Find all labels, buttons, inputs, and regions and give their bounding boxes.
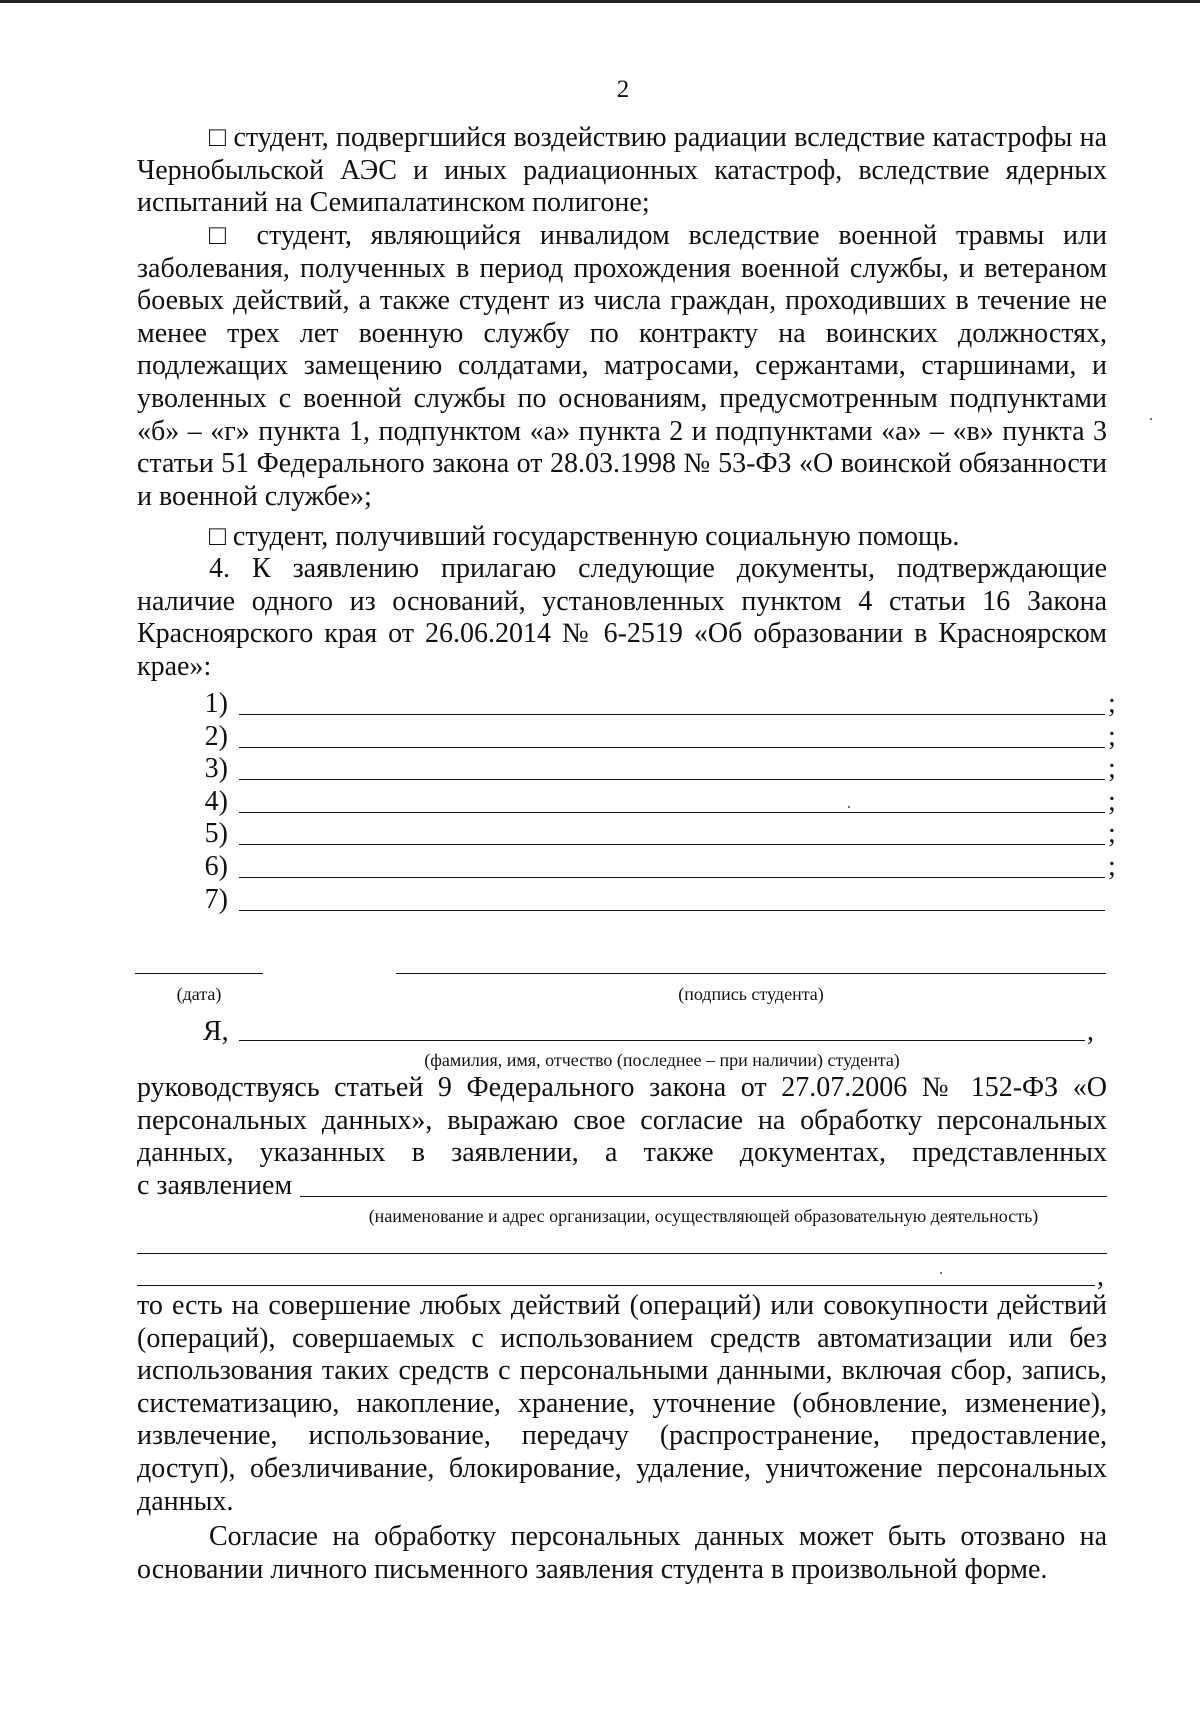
fio-line[interactable] — [239, 1040, 1085, 1041]
document-number: 1) — [204, 688, 228, 719]
scan-speck — [940, 1272, 942, 1274]
signature-caption: (подпись студента) — [678, 984, 824, 1004]
section-4-text: 4. К заявлению прилагаю следующие документы, подтверждающие наличие одного из оснований, установленных пунктом 4 статьи 16 Закона Красноярского края от 26.06.2014 № 6-2519 «Об образовании в Красноярском крае»: — [137, 553, 1107, 682]
page-number: 2 — [616, 76, 630, 103]
date-line[interactable] — [135, 973, 263, 974]
organization-line-end: , — [1097, 1261, 1104, 1292]
consent-prefix: Я, — [203, 1016, 229, 1047]
fio-caption: (фамилия, имя, отчество (последнее – при наличии) студента) — [424, 1050, 900, 1070]
organization-line[interactable] — [300, 1196, 1107, 1197]
document-row-end: ; — [1108, 850, 1116, 882]
document-input-line[interactable] — [239, 812, 1105, 813]
document-number: 7) — [204, 883, 228, 915]
checkbox-icon[interactable]: □ — [209, 220, 238, 251]
documents-list — [200, 688, 1120, 916]
document-row-end: ; — [1108, 785, 1116, 817]
consent-paragraph-2 — [137, 1290, 1107, 1518]
signature-line[interactable] — [396, 973, 1106, 974]
document-input-line[interactable] — [239, 747, 1105, 748]
document-row — [200, 753, 1120, 786]
checkbox-item-text: студент, являющийся инвалидом вследствие военной травмы или заболевания, полученных в период прохождения военной службы, и ветераном боевых действий, а также студент из числа граждан, проходивших в течение не менее трех лет военную службу по контракту на воинских должностях, подлежащих замещению солдатами, матросами, сержантами, старшинами, и уволенных с военной службы по основаниям, предусмотренным подпунктами «б» – «г» пункта 1, подпунктом «а» пункта 2 и подпунктами «а» – «в» пункта 3 статьи 51 Федерального закона от 28.03.1998 № 53-ФЗ «О воинской обязанности и военной службе»; — [137, 220, 1107, 512]
consent-text-3: Согласие на обработку персональных данных может быть отозвано на основании личного письменного заявления студента в произвольной форме. — [137, 1521, 1107, 1585]
checkbox-icon[interactable]: □ — [209, 122, 227, 153]
document-row — [200, 688, 1120, 721]
section-4-paragraph — [137, 553, 1107, 683]
document-input-line[interactable] — [239, 844, 1105, 845]
document-row-end: ; — [1108, 688, 1116, 719]
checkbox-item-radiation — [137, 122, 1107, 220]
organization-line-2[interactable] — [137, 1253, 1107, 1254]
document-row-end: ; — [1108, 720, 1116, 752]
document-row — [200, 721, 1120, 754]
consent-paragraph-3 — [137, 1521, 1107, 1586]
document-row-end: ; — [1108, 818, 1116, 850]
organization-caption: (наименование и адрес организации, осуществляющей образовательную деятельность) — [368, 1206, 1039, 1226]
checkbox-icon[interactable]: □ — [209, 521, 226, 552]
consent-paragraph-1 — [137, 1072, 1107, 1202]
document-number: 5) — [204, 818, 228, 850]
consent-text-1-last: с заявлением — [137, 1169, 293, 1201]
document-number: 6) — [204, 850, 228, 882]
document-input-line[interactable] — [239, 910, 1105, 911]
consent-text-1: руководствуясь статьей 9 Федерального закона от 27.07.2006 № 152-ФЗ «О персональных данных», выражаю свое согласие на обработку персональных данных, указанных в заявлении, а также документах, представленных — [137, 1072, 1107, 1169]
document-row — [200, 884, 1120, 917]
document-row — [200, 786, 1120, 819]
document-number: 4) — [204, 785, 228, 817]
fio-line-end: , — [1087, 1016, 1094, 1047]
page-top-edge — [0, 0, 1200, 3]
consent-text-2: то есть на совершение любых действий (операций) или совокупности действий (операций), совершаемых с использованием средств автоматизации или без использования таких средств с персональными данными, включая сбор, запись, систематизацию, накопление, хранение, уточнение (обновление, изменение), извлечение, использование, передачу (распространение, предоставление, доступ), обезличивание, блокирование, удаление, уничтожение персональных данных. — [137, 1290, 1107, 1517]
document-number: 2) — [204, 720, 228, 752]
organization-line-3[interactable] — [137, 1285, 1095, 1286]
checkbox-item-text: студент, подвергшийся воздействию радиации вследствие катастрофы на Чернобыльской АЭС и иных радиационных катастроф, вследствие ядерных испытаний на Семипалатинском полигоне; — [137, 122, 1108, 219]
document-input-line[interactable] — [239, 877, 1105, 878]
checkbox-item-military — [137, 220, 1107, 513]
document-row — [200, 851, 1120, 884]
document-row — [200, 818, 1120, 851]
document-number: 3) — [204, 753, 228, 785]
scan-speck — [848, 806, 850, 808]
scan-speck — [1150, 418, 1152, 420]
checkbox-item-text: студент, получивший государственную социальную помощь. — [232, 521, 960, 552]
date-caption: (дата) — [176, 984, 222, 1004]
document-input-line[interactable] — [239, 779, 1105, 780]
document-input-line[interactable] — [239, 714, 1105, 715]
document-row-end: ; — [1108, 753, 1116, 785]
checkbox-item-social-aid — [137, 521, 1107, 554]
